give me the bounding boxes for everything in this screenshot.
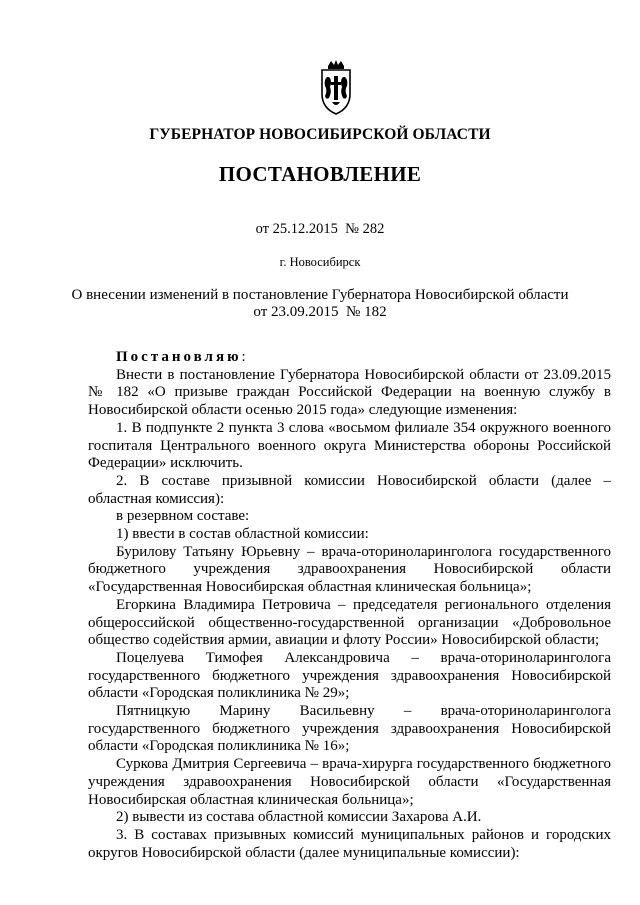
body-paragraph: 1) ввести в состав областной комиссии: (116, 526, 369, 543)
body-paragraph: в резервном составе: (116, 508, 250, 525)
body-paragraph: Поцелуева Тимофея Александровича – врача-оториноларинголога государственного бюджетного учреждения здравоохранения Новосибирской области «Городская поликлиника № 29»; (88, 649, 611, 702)
date-and-number: от 25.12.2015 № 282 (255, 221, 385, 237)
resolve-heading (88, 349, 611, 367)
body-paragraph: Бурилову Татьяну Юрьевну – врача-оториноларинголога государственного бюджетного учреждения здравоохранения Новосибирской области «Государственная Новосибирская областная клиническая больница»; (88, 543, 611, 596)
subject-line-2: от 23.09.2015 № 182 (253, 304, 387, 320)
resolve-colon: : (241, 349, 246, 365)
issuing-authority: ГУБЕРНАТОР НОВОСИБИРСКОЙ ОБЛАСТИ (149, 126, 491, 143)
body-paragraph: Суркова Дмитрия Сергеевича – врача-хирурга государственного бюджетного учреждения здравоохранения Новосибирской области «Государственная Новосибирская областная клиническая больница»; (88, 756, 611, 808)
subject (0, 287, 640, 321)
document-body (88, 349, 611, 862)
city: г. Новосибирск (279, 255, 361, 269)
body-paragraph: 2. В составе призывной комиссии Новосибирской области (далее – областная комиссия): (88, 472, 611, 507)
body-paragraph: 1. В подпункте 2 пункта 3 слова «восьмом филиале 354 окружного военного госпиталя Центрального военного округа Министерства обороны Российской Федерации» исключить. (88, 419, 611, 472)
resolve-word: Постановляю (116, 349, 242, 365)
body-paragraph: 3. В составах призывных комиссий муниципальных районов и городских округов Новосибирской области (далее муниципальные комиссии): (88, 826, 611, 861)
body-paragraph: Пятницкую Марину Васильевну – врача-оториноларинголога государственного бюджетного учреждения здравоохранения Новосибирской области «Городская поликлиника № 16»; (88, 703, 611, 755)
body-paragraph: 2) вывести из состава областной комиссии Захарова А.И. (116, 809, 482, 826)
subject-line-1: О внесении изменений в постановление Губернатора Новосибирской области (71, 287, 569, 303)
body-paragraph: Егоркина Владимира Петровича – председателя регионального отделения общероссийской общественно-государственной организации «Добровольное общество содействия армии, авиации и флоту России» Новосибирской области; (88, 596, 611, 649)
body-paragraph: Внести в постановление Губернатора Новосибирской области от 23.09.2015 № 182 «О призыве граждан Российской Федерации на военную службу в Новосибирской области осенью 2015 года» следующие изменения: (88, 366, 611, 419)
coat-of-arms-icon (314, 60, 358, 116)
document-type: ПОСТАНОВЛЕНИЕ (218, 162, 422, 186)
